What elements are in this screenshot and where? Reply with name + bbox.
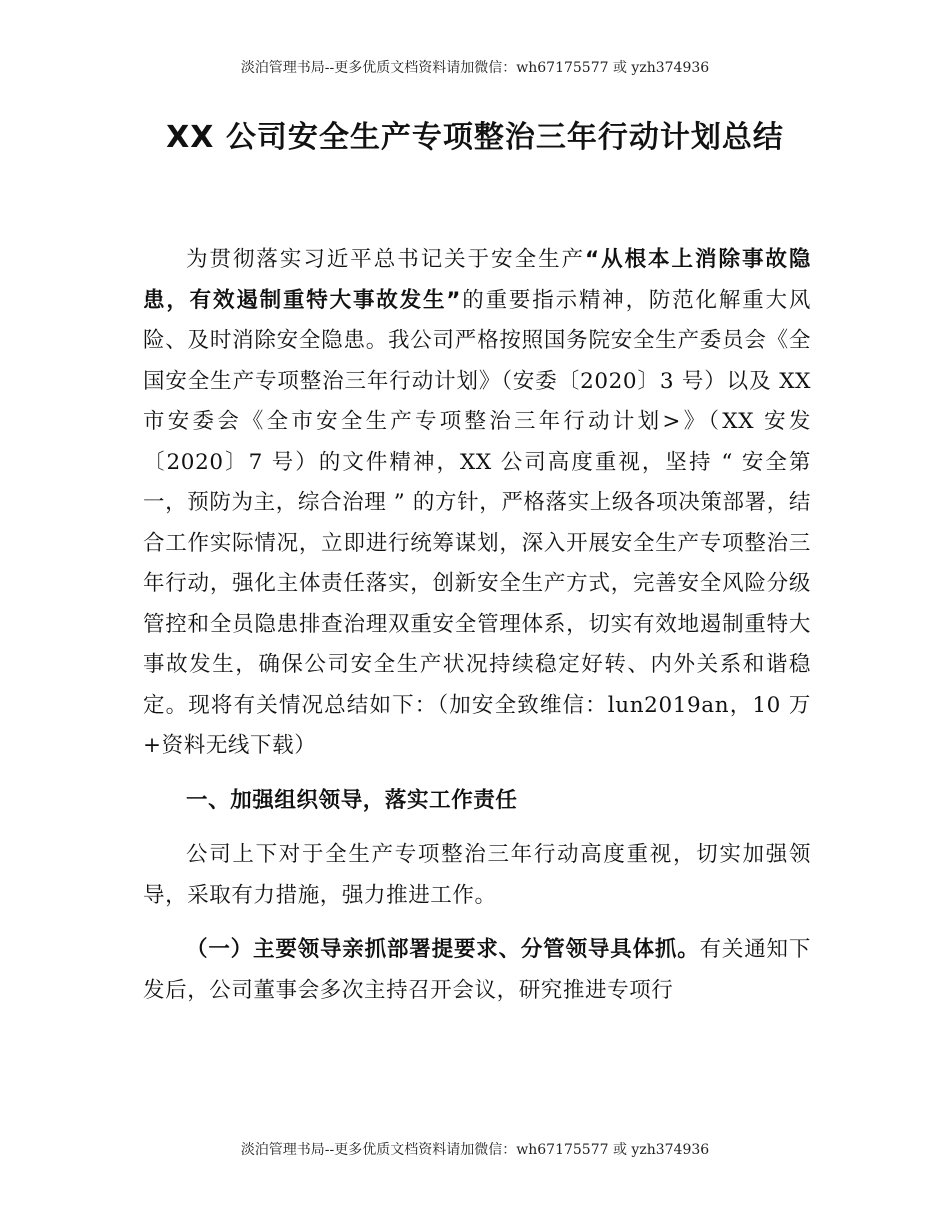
subsection-1-text: 有关通知下发后，公司董事会多次主持召开会议，研究推进专项行 <box>143 937 811 1003</box>
intro-quote: “从根本上消除事故隐患，有效遏制重特大事故发生” <box>143 247 811 313</box>
section-1-paragraph: 公司上下对于全生产专项整治三年行动高度重视，切实加强领导，采取有力措施，强力推进工作。 <box>143 842 811 908</box>
subsection-1-heading: （一）主要领导亲抓部署提要求、分管领导具体抓。 <box>186 937 700 962</box>
intro-rest: 的重要指示精神，防范化解重大风险、及时消除安全隐患。我公司严格按照国务院安全生产委员会《全国安全生产专项整治三年行动计划》（安委〔2020〕3 号）以及 XX 市安委会《全市安全生产专项整治三年行动计划>》（XX 安发〔2020〕7 号）的文件精神，XX 公司高度重视，坚持 “ 安全第一，预防为主，综合治理 ” 的方针，严格落实上级各项决策部署，结合工作实际情况，立即进行统筹谋划，深入开展安全生产专项整治三年行动，强化主体责任落实，创新安全生产方式，完善安全风险分级管控和全员隐患排查治理双重安全管理体系，切实有效地遏制重特大事故发生，确保公司安全生产状况持续稳定好转、内外关系和谐稳定。现将有关情况总结如下：（加安全致维信：lun2019an，10 万+资料无线下载） <box>143 287 811 758</box>
document-title: XX 公司安全生产专项整治三年行动计划总结 <box>166 120 784 155</box>
document-body <box>143 240 811 1011</box>
section-heading-1: 一、加强组织领导，落实工作责任 <box>186 787 518 813</box>
header-note: 淡泊管理书局--更多优质文档资料请加微信：wh67175577 或 yzh374936 <box>240 60 710 76</box>
footer-note: 淡泊管理书局--更多优质文档资料请加微信：wh67175577 或 yzh374936 <box>240 1142 710 1158</box>
intro-lead: 为贯彻落实习近平总书记关于安全生产 <box>186 247 586 272</box>
intro-paragraph <box>143 240 811 767</box>
subsection-1-paragraph <box>143 930 811 1011</box>
